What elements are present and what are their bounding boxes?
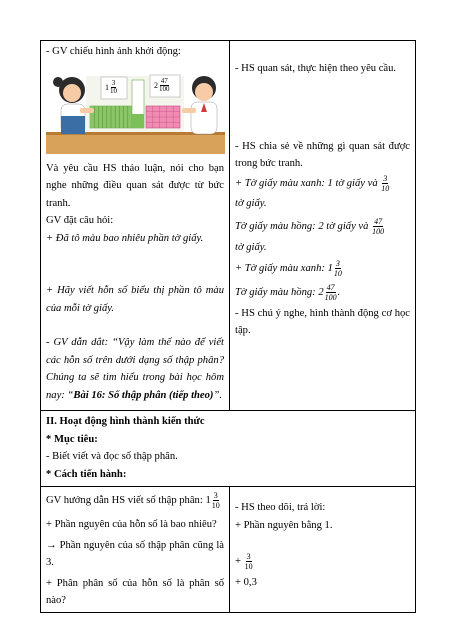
classroom-image	[46, 66, 225, 154]
question-whole-part: + Phần nguyên của hỗn số là bao nhiêu?	[46, 519, 217, 530]
green-mixed-number: + Tờ giấy màu xanh: 1 $\frac{3}{10}$	[235, 258, 342, 278]
intro-line: - GV chiếu hình ảnh khởi động:	[46, 46, 181, 57]
student-column: - HS quan sát, thực hiện theo yêu cầu. - HS chia sẻ về những gì quan sát được trong bức tranh. + Tờ giấy màu xanh: 1 tờ giấy và $\frac{3}{10}$ tờ giấy. Tờ giấy màu hồng: 2 tờ giấy và $\frac{47}{100}$ tờ giấy. + Tờ giấy màu xanh: 1 $\frac{3}{10}$ Tờ giấy màu hồng: 2 $\frac{47}{100}$ . - HS chú ý nghe, hình thành động cơ học tập.	[230, 41, 415, 410]
pink-paper-grid	[146, 106, 180, 128]
question-fraction-part: + Phân phân số của hỗn số là phân số nào?	[46, 577, 224, 606]
table-row	[41, 411, 415, 487]
fraction: $\frac{47}{100}$	[372, 217, 385, 237]
student-column	[230, 487, 415, 612]
teacher-column	[41, 41, 230, 410]
fraction: $\frac{47}{100}$	[159, 76, 170, 93]
method-label: * Cách tiến hành:	[46, 468, 127, 480]
student-answer-decimal: + 0,3	[235, 577, 257, 588]
guide-text: GV hướng dẫn HS viết số thập phân: 1 $\frac{3}{10}$	[46, 491, 220, 511]
question-1: + Đã tô màu bao nhiêu phần tờ giấy.	[46, 232, 204, 244]
table-row	[41, 41, 415, 411]
pink-paper-answer: Tờ giấy màu hồng: 2 tờ giấy và $\frac{47}{100}$	[235, 217, 385, 237]
student-answer-fraction: + $\frac{3}{10}$	[235, 552, 253, 572]
student-motivation: - HS chú ý nghe, hình thành động cơ học tập.	[235, 307, 410, 336]
fraction: $\frac{3}{10}$	[381, 173, 390, 193]
fraction: $\frac{3}{10}$	[333, 258, 342, 278]
discussion-instruction: Và yêu cầu HS thảo luận, nói cho bạn nghe những điều quan sát được từ bức tranh.	[46, 162, 224, 209]
student-answer-intro: - HS theo dõi, trả lời:	[235, 502, 326, 513]
student-observe: - HS quan sát, thực hiện theo yêu cầu.	[235, 63, 397, 74]
table-row	[41, 487, 415, 612]
startup-illustration	[46, 66, 225, 154]
question-2: + Hãy viết hỗn số biểu thị phần tô màu của mỗi tờ giấy.	[46, 285, 224, 314]
lesson-table	[40, 40, 416, 613]
mixed-number-card-left: 1 $\frac{3}{10}$	[105, 78, 117, 95]
section-title: II. Hoạt động hình thành kiến thức	[46, 416, 205, 427]
fraction: $\frac{47}{100}$	[324, 282, 337, 302]
pink-mixed-number: Tờ giấy màu hồng: 2 $\frac{47}{100}$ .	[235, 282, 341, 302]
student-share: - HS chia sẻ về những gì quan sát được trong bức tranh.	[235, 140, 410, 169]
green-paper-answer: + Tờ giấy màu xanh: 1 tờ giấy và $\frac{3}{10}$	[235, 173, 390, 193]
fraction: $\frac{3}{10}$	[244, 552, 253, 572]
fraction: $\frac{3}{10}$	[110, 78, 117, 95]
goal-text: - Biết viết và đọc số thập phân.	[46, 451, 178, 462]
question-intro: GV đặt câu hỏi:	[46, 215, 114, 226]
goal-label: * Mục tiêu:	[46, 433, 98, 445]
fraction: $\frac{3}{10}$	[211, 491, 220, 511]
student-answer-whole: + Phần nguyên bằng 1.	[235, 519, 333, 531]
lead-in-text: - GV dẫn dắt: “Vậy làm thế nào để viết các hỗn số trên dưới dạng số thập phân? Chúng ta sẽ tìm hiểu trong bài học hôm nay: “Bài 16: Số thập phân (tiếp theo)”.	[46, 337, 224, 401]
boy-figure	[182, 76, 217, 134]
section-header	[41, 411, 415, 486]
lesson-title: Bài 16: Số thập phân (tiếp theo)	[73, 389, 214, 401]
mixed-number-card-right: 2 $\frac{47}{100}$	[154, 76, 170, 93]
teacher-column	[41, 487, 230, 612]
whole-part-note: → Phần nguyên của số thập phân cũng là 3.	[46, 539, 224, 568]
